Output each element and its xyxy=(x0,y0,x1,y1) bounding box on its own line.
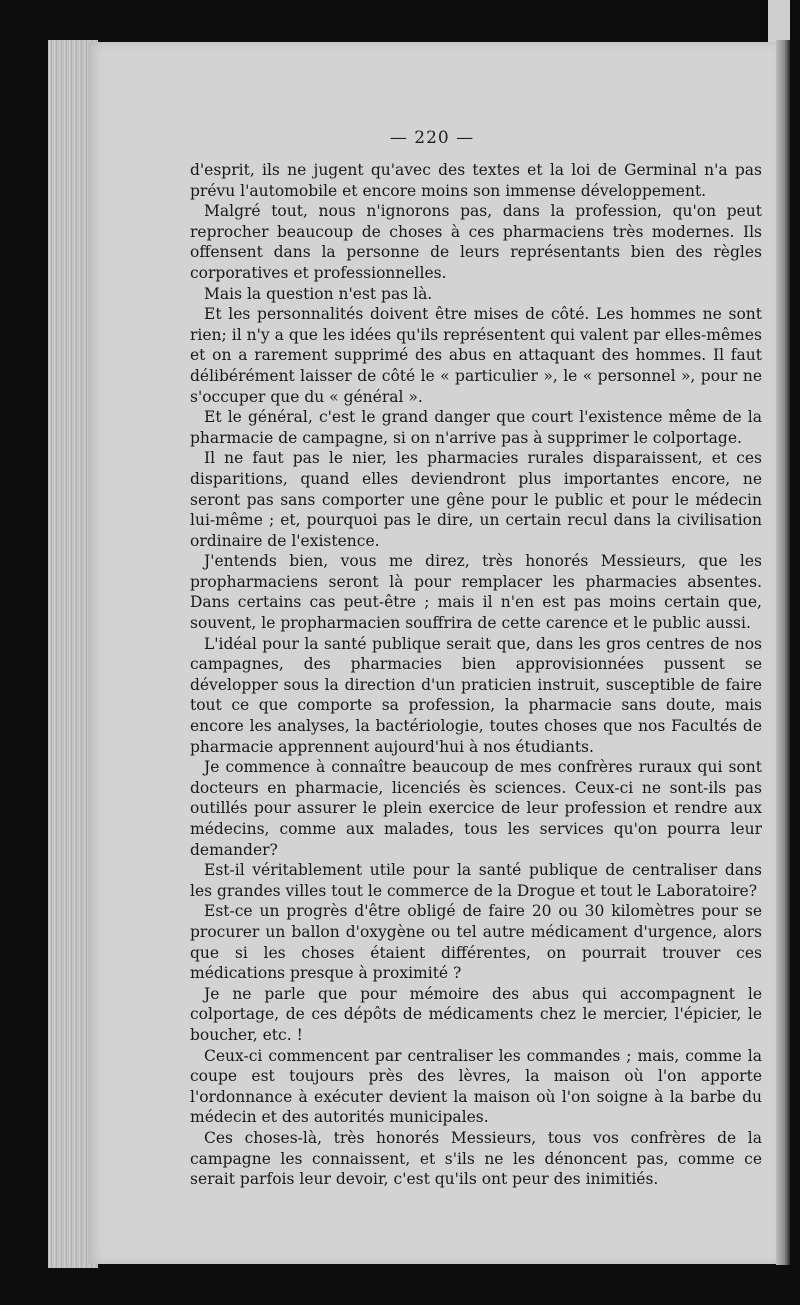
paragraph: Je ne parle que pour mémoire des abus qui accompagnent le colportage, de ces dépôts de médicaments chez le mercier, l'épicier, le boucher, etc. ! xyxy=(190,984,762,1044)
paragraph: Mais la question n'est pas là. xyxy=(204,284,433,303)
paragraph: Et les personnalités doivent être mises de côté. Les hommes ne sont rien; il n'y a que les idées qu'ils représentent qui valent par elles-mêmes et on a rarement supprimé des abus en attaquant des hommes. Il faut délibérément laisser de côté le « particulier », le « personnel », pour ne s'occuper que du « général ». xyxy=(190,305,762,406)
paragraph: Je commence à connaître beaucoup de mes confrères ruraux qui sont docteurs en pharmacie, licenciés ès sciences. Ceux-ci ne sont-ils pas outillés pour assurer le plein exercice de leur profession et rendre aux médecins, comme aux malades, tous les services qu'on pourra leur demander? xyxy=(190,758,762,859)
page-corner-tab xyxy=(768,0,790,42)
paragraph: Ces choses-là, très honorés Messieurs, tous vos confrères de la campagne les connaissent, et s'ils ne les dénoncent pas, comme ce serait parfois leur devoir, c'est qu'ils ont peur des inimitiés. xyxy=(190,1128,762,1189)
paragraph: Ceux-ci commencent par centraliser les commandes ; mais, comme la coupe est toujours près des lèvres, la maison où l'on apporte l'ordonnance à exécuter devient la maison où l'on soigne à la barbe du médecin et des autorités municipales. xyxy=(190,1046,762,1127)
page-number: — 220 — xyxy=(389,128,475,148)
paragraph: Et le général, c'est le grand danger que court l'existence même de la pharmacie de campagne, si on n'arrive pas à supprimer le colportage. xyxy=(190,408,762,447)
paragraph: Est-il véritablement utile pour la santé publique de centraliser dans les grandes villes tout le commerce de la Drogue et tout le Laboratoire? xyxy=(190,861,762,900)
paragraph: Malgré tout, nous n'ignorons pas, dans la profession, qu'on peut reprocher beaucoup de choses à ces pharmaciens très modernes. Ils offensent dans la personne de leurs représentants bien des règles corporatives et professionnelles. xyxy=(190,202,762,282)
paragraph: L'idéal pour la santé publique serait que, dans les gros centres de nos campagnes, des pharmacies bien approvisionnées pussent se développer sous la direction d'un praticien instruit, susceptible de faire tout ce que comporte sa profession, la pharmacie sans doute, mais encore les analyses, la bactériologie, toutes choses que nos Facultés de pharmacie apprennent aujourd'hui à nos étudiants. xyxy=(190,634,762,756)
body-text xyxy=(190,160,762,1190)
paragraph: Il ne faut pas le nier, les pharmacies rurales disparaissent, et ces disparitions, quand elles deviendront plus importantes encore, ne seront pas sans comporter une gêne pour le public et pour le médecin lui-même ; et, pourquoi pas le dire, un certain recul dans la civilisation ordinaire de l'existence. xyxy=(190,449,762,550)
paragraph: J'entends bien, vous me direz, très honorés Messieurs, que les propharmaciens seront là pour remplacer les pharmacies absentes. Dans certains cas peut-être ; mais il n'en est pas moins certain que, souvent, le propharmacien souffrira de cette carence et le public aussi. xyxy=(190,552,762,633)
paragraph: Est-ce un progrès d'être obligé de faire 20 ou 30 kilomètres pour se procurer un ballon d'oxygène ou tel autre médicament d'urgence, alors que si les choses étaient différentes, on pourrait trouver ces médications presque à proximité ? xyxy=(190,902,762,983)
page-right-edge xyxy=(776,40,790,1265)
paragraph: d'esprit, ils ne jugent qu'avec des textes et la loi de Germinal n'a pas prévu l'automobile et encore moins son immense développement. xyxy=(190,161,762,200)
